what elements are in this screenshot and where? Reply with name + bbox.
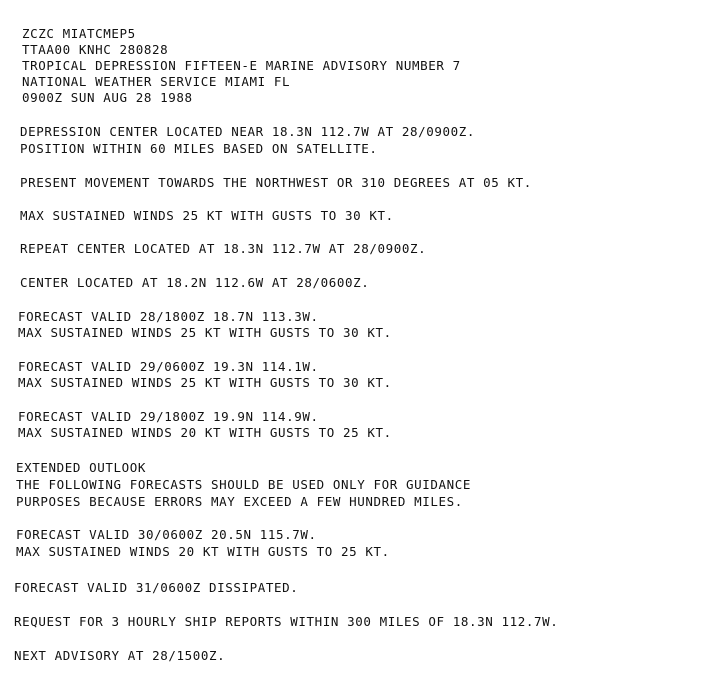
outlook-line-2: THE FOLLOWING FORECASTS SHOULD BE USED ONLY FOR GUIDANCE	[16, 477, 472, 492]
extended-forecast-winds: MAX SUSTAINED WINDS 20 KT WITH GUSTS TO 25 KT.	[16, 544, 390, 559]
forecast-2-winds: MAX SUSTAINED WINDS 25 KT WITH GUSTS TO 30 KT.	[18, 375, 392, 390]
forecast-2-valid: FORECAST VALID 29/0600Z 19.3N 114.1W.	[18, 359, 319, 374]
header-line-2: TTAA00 KNHC 280828	[22, 42, 169, 57]
header-line-4: NATIONAL WEATHER SERVICE MIAMI FL	[22, 74, 291, 89]
forecast-1-valid: FORECAST VALID 28/1800Z 18.7N 113.3W.	[18, 309, 319, 324]
prior-center-line: CENTER LOCATED AT 18.2N 112.6W AT 28/0600Z.	[20, 275, 370, 290]
center-line-1: DEPRESSION CENTER LOCATED NEAR 18.3N 112.7W AT 28/0900Z.	[20, 124, 476, 139]
repeat-center-line: REPEAT CENTER LOCATED AT 18.3N 112.7W AT 28/0900Z.	[20, 241, 427, 256]
forecast-3-winds: MAX SUSTAINED WINDS 20 KT WITH GUSTS TO 25 KT.	[18, 425, 392, 440]
movement-line: PRESENT MOVEMENT TOWARDS THE NORTHWEST OR 310 DEGREES AT 05 KT.	[20, 175, 532, 190]
header-line-5: 0900Z SUN AUG 28 1988	[22, 90, 193, 105]
max-winds-line: MAX SUSTAINED WINDS 25 KT WITH GUSTS TO 30 KT.	[20, 208, 394, 223]
center-line-2: POSITION WITHIN 60 MILES BASED ON SATELLITE.	[20, 141, 378, 156]
extended-forecast-valid: FORECAST VALID 30/0600Z 20.5N 115.7W.	[16, 527, 317, 542]
outlook-line-3: PURPOSES BECAUSE ERRORS MAY EXCEED A FEW HUNDRED MILES.	[16, 494, 463, 509]
header-line-1: ZCZC MIATCMEP5	[22, 26, 136, 41]
forecast-3-valid: FORECAST VALID 29/1800Z 19.9N 114.9W.	[18, 409, 319, 424]
header-line-3: TROPICAL DEPRESSION FIFTEEN-E MARINE ADVISORY NUMBER 7	[22, 58, 461, 73]
dissipated-line: FORECAST VALID 31/0600Z DISSIPATED.	[14, 580, 299, 595]
next-advisory-line: NEXT ADVISORY AT 28/1500Z.	[14, 648, 226, 663]
ship-request-line: REQUEST FOR 3 HOURLY SHIP REPORTS WITHIN 300 MILES OF 18.3N 112.7W.	[14, 614, 559, 629]
outlook-line-1: EXTENDED OUTLOOK	[16, 460, 147, 475]
forecast-1-winds: MAX SUSTAINED WINDS 25 KT WITH GUSTS TO 30 KT.	[18, 325, 392, 340]
